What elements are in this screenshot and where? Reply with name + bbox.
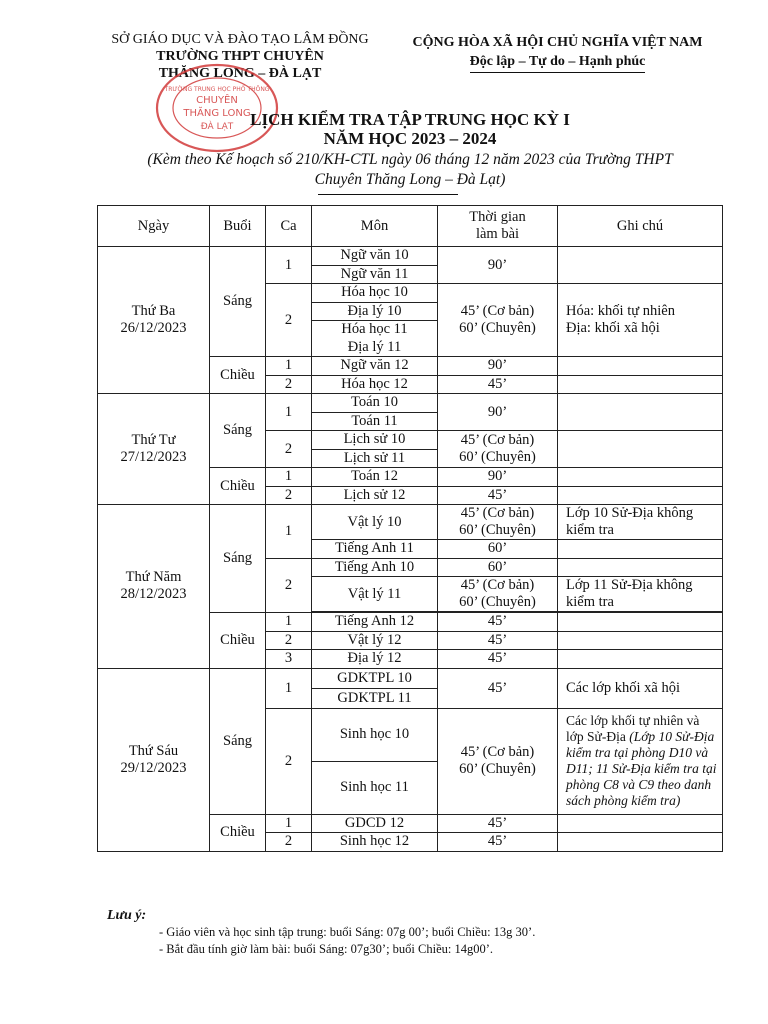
note-cell: Lớp 11 Sử-Địa không kiểm tra: [558, 577, 723, 612]
duration-cell: 45’: [438, 631, 558, 650]
school-name-line2: THĂNG LONG – ĐÀ LẠT: [158, 66, 322, 81]
svg-text:THĂNG LONG: THĂNG LONG: [183, 108, 251, 119]
shift-cell: 2: [266, 708, 312, 814]
subject-cell: Toán 10: [312, 394, 438, 413]
note-cell: [558, 650, 723, 669]
subject-cell: Ngữ văn 10: [312, 247, 438, 266]
subject-cell: GDCD 12: [312, 814, 438, 833]
title-line2: NĂM HỌC 2023 – 2024: [323, 129, 497, 148]
subject-cell: Ngữ văn 11: [312, 265, 438, 284]
subject-cell: Sinh học 10: [312, 708, 438, 761]
session-cell: Sáng: [210, 505, 266, 613]
duration-cell: 45’: [438, 833, 558, 852]
subtitle-line1: (Kèm theo Kế hoạch số 210/KH-CTL ngày 06 tháng 12 năm 2023 của Trường THPT: [147, 151, 673, 168]
national-motto: Độc lập – Tự do – Hạnh phúc: [470, 52, 646, 73]
note-cell: [558, 540, 723, 559]
header-duration: Thời gian làm bài: [438, 206, 558, 247]
title-line1: LỊCH KIỂM TRA TẬP TRUNG HỌC KỲ I: [250, 110, 570, 129]
note-cell: [558, 468, 723, 487]
header-session: Buổi: [210, 206, 266, 247]
note-cell: [558, 247, 723, 284]
table-row: [98, 247, 723, 266]
shift-cell: 1: [266, 468, 312, 487]
duration-cell: 45’: [438, 650, 558, 669]
table-header-row: [98, 206, 723, 247]
duration-cell: 45’ (Cơ bản) 60’ (Chuyên): [438, 284, 558, 357]
day-cell: Thứ Ba 26/12/2023: [98, 247, 210, 394]
subject-cell: GDKTPL 10: [312, 668, 438, 688]
note-cell: [558, 394, 723, 431]
note-cell: [558, 375, 723, 394]
header-subject: Môn: [312, 206, 438, 247]
exam-schedule-table: [97, 205, 723, 852]
session-cell: Chiều: [210, 613, 266, 669]
svg-text:ĐÀ LẠT: ĐÀ LẠT: [200, 122, 234, 132]
duration-cell: 60’: [438, 540, 558, 559]
subject-cell: Địa lý 10: [312, 302, 438, 321]
shift-cell: 1: [266, 814, 312, 833]
subject-cell: Tiếng Anh 11: [312, 540, 438, 559]
duration-cell: 45’ (Cơ bản) 60’ (Chuyên): [438, 708, 558, 814]
shift-cell: 2: [266, 284, 312, 357]
note-cell: [558, 431, 723, 468]
note-cell: [558, 613, 723, 632]
department-name: SỞ GIÁO DỤC VÀ ĐÀO TẠO LÂM ĐỒNG: [111, 32, 369, 47]
subject-cell: Vật lý 11: [312, 577, 438, 612]
shift-cell: 2: [266, 833, 312, 852]
subject-cell: GDKTPL 11: [312, 688, 438, 708]
shift-cell: 1: [266, 394, 312, 431]
note-gathering-time: - Giáo viên và học sinh tập trung: buổi Sáng: 07g 00’; buổi Chiều: 13g 30’.: [159, 925, 536, 939]
subject-cell: Lịch sử 10: [312, 431, 438, 450]
duration-cell: 45’ (Cơ bản) 60’ (Chuyên): [438, 505, 558, 540]
note-cell: Các lớp khối tự nhiên và lớp Sử-Địa (Lớp 10 Sử-Địa kiểm tra tại phòng D10 và D11; 11 Sử-Địa kiểm tra tại phòng C8 và C9 theo danh sách phòng kiểm tra): [558, 708, 723, 814]
subject-cell: Sinh học 12: [312, 833, 438, 852]
title-divider: [318, 194, 458, 195]
duration-cell: 90’: [438, 357, 558, 376]
subject-cell: Toán 12: [312, 468, 438, 487]
duration-cell: 45’: [438, 814, 558, 833]
subject-cell: Sinh học 11: [312, 761, 438, 814]
shift-cell: 1: [266, 357, 312, 376]
note-cell: [558, 558, 723, 577]
header-note: Ghi chú: [558, 206, 723, 247]
shift-cell: 3: [266, 650, 312, 669]
notes-label: Lưu ý:: [107, 908, 147, 923]
note-cell: [558, 486, 723, 505]
subject-cell: Ngữ văn 12: [312, 357, 438, 376]
day-cell: Thứ Năm 28/12/2023: [98, 505, 210, 669]
duration-cell: 90’: [438, 468, 558, 487]
shift-cell: 2: [266, 558, 312, 613]
shift-cell: 2: [266, 375, 312, 394]
nation-name: CỘNG HÒA XÃ HỘI CHỦ NGHĨA VIỆT NAM: [412, 35, 703, 50]
header-shift: Ca: [266, 206, 312, 247]
subject-cell: Địa lý 12: [312, 650, 438, 669]
note-cell: [558, 814, 723, 833]
table-row: [98, 668, 723, 688]
session-cell: Sáng: [210, 668, 266, 814]
subject-cell: Lịch sử 12: [312, 486, 438, 505]
day-cell: Thứ Tư 27/12/2023: [98, 394, 210, 505]
subject-cell: Vật lý 10: [312, 505, 438, 540]
shift-cell: 1: [266, 668, 312, 708]
duration-cell: 90’: [438, 394, 558, 431]
session-cell: Chiều: [210, 814, 266, 851]
duration-cell: 45’ (Cơ bản) 60’ (Chuyên): [438, 577, 558, 612]
shift-cell: 1: [266, 613, 312, 632]
note-cell: Lớp 10 Sử-Địa không kiểm tra: [558, 505, 723, 540]
note-cell: [558, 833, 723, 852]
session-cell: Chiều: [210, 468, 266, 505]
subject-cell: Tiếng Anh 10: [312, 558, 438, 577]
national-header: [405, 33, 710, 73]
note-start-time: - Bắt đầu tính giờ làm bài: buổi Sáng: 07g30’; buổi Chiều: 14g00’.: [159, 942, 494, 956]
duration-cell: 45’: [438, 486, 558, 505]
subject-cell: Toán 11: [312, 412, 438, 431]
subject-cell: Hóa học 10: [312, 284, 438, 303]
day-cell: Thứ Sáu 29/12/2023: [98, 668, 210, 851]
subject-cell: Vật lý 12: [312, 631, 438, 650]
shift-cell: 2: [266, 631, 312, 650]
header-day: Ngày: [98, 206, 210, 247]
subject-cell: Hóa học 12: [312, 375, 438, 394]
duration-cell: 90’: [438, 247, 558, 284]
document-subtitle: [100, 150, 720, 190]
session-cell: Sáng: [210, 247, 266, 357]
note-cell: [558, 631, 723, 650]
school-name-line1: TRƯỜNG THPT CHUYÊN: [156, 49, 324, 64]
shift-cell: 1: [266, 505, 312, 559]
table-row: [98, 394, 723, 413]
shift-cell: 2: [266, 486, 312, 505]
svg-text:TRƯỜNG TRUNG HỌC PHỔ THÔNG: TRƯỜNG TRUNG HỌC PHỔ THÔNG: [164, 86, 270, 93]
svg-text:CHUYÊN: CHUYÊN: [196, 95, 238, 106]
note-cell: [558, 357, 723, 376]
note-cell: Hóa: khối tự nhiên Địa: khối xã hội: [558, 284, 723, 357]
duration-cell: 45’ (Cơ bản) 60’ (Chuyên): [438, 431, 558, 468]
footer-notes: [107, 907, 727, 958]
duration-cell: 45’: [438, 613, 558, 632]
duration-cell: 45’: [438, 668, 558, 708]
document-title: [100, 110, 720, 148]
session-cell: Sáng: [210, 394, 266, 468]
session-cell: Chiều: [210, 357, 266, 394]
subject-cell: Tiếng Anh 12: [312, 613, 438, 632]
shift-cell: 1: [266, 247, 312, 284]
duration-cell: 60’: [438, 558, 558, 577]
subject-cell: Hóa học 11: [312, 321, 438, 339]
subject-cell: Lịch sử 11: [312, 449, 438, 468]
duration-cell: 45’: [438, 375, 558, 394]
note-cell: Các lớp khối xã hội: [558, 668, 723, 708]
subtitle-line2: Chuyên Thăng Long – Đà Lạt): [314, 171, 506, 188]
shift-cell: 2: [266, 431, 312, 468]
subject-cell: Địa lý 11: [312, 339, 438, 357]
